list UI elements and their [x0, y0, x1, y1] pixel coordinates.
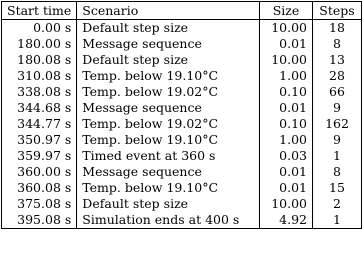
cell-start-time: 350.97 s — [2, 132, 77, 148]
cell-steps: 66 — [329, 84, 345, 100]
cell-start-time: 360.00 s — [2, 164, 77, 180]
table-row — [2, 100, 362, 116]
cell-size: 0.01 — [260, 164, 313, 180]
table-body — [2, 20, 362, 229]
cell-size: 0.01 — [260, 180, 313, 196]
cell-steps: 15 — [329, 180, 345, 196]
header-size: Size — [260, 2, 313, 20]
cell-size: 1.00 — [260, 132, 313, 148]
header-steps: Steps — [313, 2, 362, 20]
step-size-table — [1, 1, 362, 229]
cell-start-time: 180.08 s — [2, 52, 77, 68]
cell-scenario: Message sequence — [77, 36, 260, 52]
table-row — [2, 196, 362, 212]
cell-steps: 13 — [329, 52, 345, 68]
cell-size: 10.00 — [260, 52, 313, 68]
table-row — [2, 116, 362, 132]
cell-scenario: Default step size — [77, 20, 260, 37]
cell-steps: 9 — [333, 100, 341, 116]
cell-size: 0.01 — [260, 36, 313, 52]
table-row — [2, 52, 362, 68]
cell-start-time: 375.08 s — [2, 196, 77, 212]
cell-start-time: 360.08 s — [2, 180, 77, 196]
cell-scenario: Temp. below 19.10°C — [77, 132, 260, 148]
cell-start-time: 338.08 s — [2, 84, 77, 100]
cell-scenario: Default step size — [77, 196, 260, 212]
table-header-row — [2, 2, 362, 20]
cell-steps: 1 — [333, 148, 341, 164]
cell-start-time: 310.08 s — [2, 68, 77, 84]
cell-steps: 18 — [329, 20, 345, 36]
cell-steps: 9 — [333, 132, 341, 148]
cell-scenario: Temp. below 19.10°C — [77, 180, 260, 196]
table-row — [2, 20, 362, 37]
cell-steps: 8 — [333, 36, 341, 52]
table-row — [2, 212, 362, 229]
cell-start-time: 180.00 s — [2, 36, 77, 52]
cell-scenario: Temp. below 19.02°C — [77, 116, 260, 132]
cell-size: 0.01 — [260, 100, 313, 116]
cell-scenario: Temp. below 19.02°C — [77, 84, 260, 100]
table-row — [2, 68, 362, 84]
cell-steps: 162 — [325, 116, 349, 132]
cell-start-time: 395.08 s — [2, 212, 77, 229]
cell-size: 10.00 — [260, 196, 313, 212]
cell-scenario: Temp. below 19.10°C — [77, 68, 260, 84]
cell-scenario: Message sequence — [77, 100, 260, 116]
table-row — [2, 36, 362, 52]
cell-scenario: Simulation ends at 400 s — [77, 212, 260, 229]
table-row — [2, 180, 362, 196]
table-row — [2, 148, 362, 164]
table-row — [2, 132, 362, 148]
table-row — [2, 84, 362, 100]
cell-start-time: 0.00 s — [2, 20, 77, 37]
cell-start-time: 344.77 s — [2, 116, 77, 132]
cell-scenario: Message sequence — [77, 164, 260, 180]
table-row — [2, 164, 362, 180]
cell-start-time: 359.97 s — [2, 148, 77, 164]
header-scenario: Scenario — [77, 2, 260, 20]
cell-size: 0.10 — [260, 116, 313, 132]
cell-size: 1.00 — [260, 68, 313, 84]
cell-size: 0.10 — [260, 84, 313, 100]
cell-size: 4.92 — [260, 212, 313, 229]
header-start-time: Start time — [2, 2, 77, 20]
cell-scenario: Timed event at 360 s — [77, 148, 260, 164]
cell-steps: 8 — [333, 164, 341, 180]
cell-size: 10.00 — [260, 20, 313, 37]
cell-size: 0.03 — [260, 148, 313, 164]
cell-steps: 1 — [333, 212, 341, 228]
cell-start-time: 344.68 s — [2, 100, 77, 116]
cell-steps: 2 — [333, 196, 341, 212]
cell-scenario: Default step size — [77, 52, 260, 68]
cell-steps: 28 — [329, 68, 345, 84]
